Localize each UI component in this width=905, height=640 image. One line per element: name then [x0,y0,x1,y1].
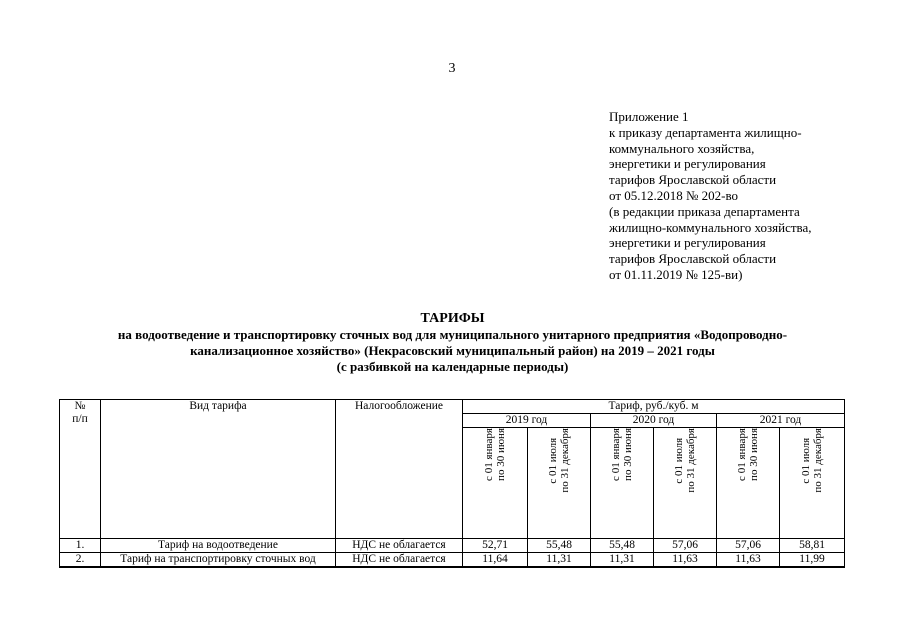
header-period [654,428,717,539]
appendix-line: Приложение 1 [609,109,689,124]
document-title [40,311,865,375]
period-label: с 01 января по 30 июня [736,428,760,481]
row-name: Тариф на транспортировку сточных вод [101,553,336,568]
appendix-line: от 01.11.2019 № 125-ви) [609,266,743,282]
header-period [780,428,845,539]
appendix-line: жилищно-коммунального хозяйства, [609,219,812,235]
header-period [463,428,528,539]
row-num: 2. [60,553,101,568]
appendix-line: к приказу департамента жилищно- [609,124,802,140]
title-line: (с разбивкой на календарные периоды) [336,359,569,374]
header-tariff: Тариф, руб./куб. м [463,400,845,414]
appendix-line: энергетики и регулирования [609,156,766,172]
period-label: с 01 января по 30 июня [610,428,634,481]
header-taxation: Налогообложение [336,400,463,539]
row-value: 57,06 [654,539,717,553]
appendix-line: тарифов Ярославской области [609,172,777,188]
table-row [60,539,845,553]
appendix-line: энергетики и регулирования [609,235,766,251]
appendix-line: тарифов Ярославской области [609,251,777,267]
row-value: 11,63 [717,553,780,568]
row-value: 58,81 [780,539,845,553]
row-tax: НДС не облагается [336,539,463,553]
row-value: 55,48 [591,539,654,553]
appendix-block [609,109,899,283]
header-period [528,428,591,539]
period-label: с 01 июля по 31 декабря [800,428,824,493]
title-main: ТАРИФЫ [420,311,485,326]
appendix-line: коммунального хозяйства, [609,140,755,156]
header-tariff-type: Вид тарифа [101,400,336,539]
row-value: 57,06 [717,539,780,553]
row-value: 52,71 [463,539,528,553]
header-year: 2021 год [717,414,845,428]
row-value: 11,31 [591,553,654,568]
period-label: с 01 января по 30 июня [483,428,507,481]
header-year: 2019 год [463,414,591,428]
row-value: 11,31 [528,553,591,568]
header-year: 2020 год [591,414,717,428]
row-value: 55,48 [528,539,591,553]
header-period [717,428,780,539]
title-line: на водоотведение и транспортировку сточных вод для муниципального унитарного предприятия «Водопроводно- [117,327,788,342]
row-num: 1. [60,539,101,553]
row-value: 11,64 [463,553,528,568]
row-value: 11,63 [654,553,717,568]
page-number: 3 [448,61,456,76]
header-num: № п/п [60,400,101,539]
appendix-line: (в редакции приказа департамента [609,203,800,219]
title-line: канализационное хозяйство» (Некрасовский муниципальный район) на 2019 – 2021 годы [190,343,715,358]
header-row [60,400,845,414]
row-name: Тариф на водоотведение [101,539,336,553]
tariff-table [59,399,845,568]
period-label: с 01 июля по 31 декабря [547,428,571,493]
period-label: с 01 июля по 31 декабря [673,428,697,493]
row-value: 11,99 [780,553,845,568]
appendix-line: от 05.12.2018 № 202-во [609,187,739,203]
row-tax: НДС не облагается [336,553,463,568]
table-row [60,553,845,568]
header-period [591,428,654,539]
